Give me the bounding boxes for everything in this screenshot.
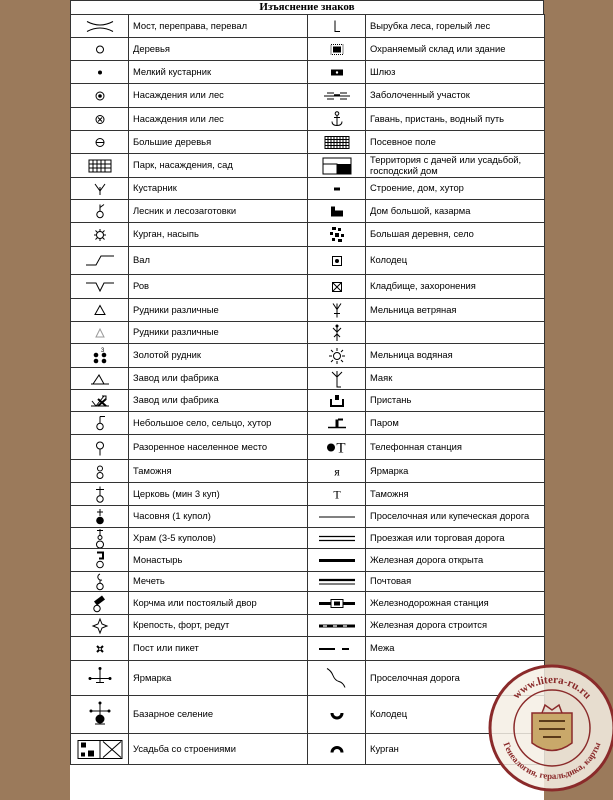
legend-row bbox=[71, 549, 545, 572]
legend-sheet bbox=[70, 0, 544, 800]
customs-letter-icon bbox=[310, 484, 364, 505]
legend-row bbox=[71, 528, 545, 549]
legend-label: Завод или фабрика bbox=[129, 368, 308, 390]
legend-symbol-cell bbox=[71, 637, 129, 661]
inn-icon bbox=[73, 593, 127, 614]
legend-label: Парк, насаждения, сад bbox=[129, 154, 308, 178]
fair-icon bbox=[73, 662, 127, 695]
legend-symbol-cell bbox=[308, 661, 366, 696]
ruined-place-icon bbox=[73, 436, 127, 459]
legend-symbol-cell bbox=[71, 200, 129, 223]
legend-symbol-cell bbox=[71, 549, 129, 572]
legend-symbol-cell bbox=[71, 368, 129, 390]
factory-icon bbox=[73, 369, 127, 389]
legend-label: Часовня (1 купол) bbox=[129, 506, 308, 528]
legend-label: Насаждения или лес bbox=[129, 108, 308, 131]
kurgan-arc-icon bbox=[310, 735, 364, 764]
legend-label: Проезжая или торговая дорога bbox=[366, 528, 545, 549]
kurgan-icon bbox=[73, 224, 127, 246]
legend-label: Межа bbox=[366, 637, 545, 661]
legend-symbol-cell bbox=[308, 637, 366, 661]
legend-label: Колодец bbox=[366, 696, 545, 734]
legend-symbol-cell bbox=[308, 84, 366, 108]
legend-symbol-cell bbox=[308, 61, 366, 84]
fortress-icon bbox=[73, 616, 127, 636]
legend-label: Паром bbox=[366, 412, 545, 435]
legend-symbol-cell bbox=[71, 390, 129, 412]
legend-label: Мельница водяная bbox=[366, 344, 545, 368]
legend-label: Курган, насыпь bbox=[129, 223, 308, 247]
legend-label: Монастырь bbox=[129, 549, 308, 572]
legend-label: Вал bbox=[129, 247, 308, 275]
legend-symbol-cell bbox=[308, 572, 366, 592]
legend-label: Храм (3-5 куполов) bbox=[129, 528, 308, 549]
legend-label: Мельница ветряная bbox=[366, 299, 545, 322]
legend-row bbox=[71, 344, 545, 368]
legend-symbol-cell bbox=[71, 661, 129, 696]
legend-symbol-cell bbox=[308, 460, 366, 483]
legend-label: Разоренное населенное место bbox=[129, 435, 308, 460]
legend-row bbox=[71, 84, 545, 108]
legend-symbol-cell bbox=[71, 247, 129, 275]
watermark-stamp bbox=[487, 663, 613, 793]
railway-open-icon bbox=[310, 550, 364, 571]
legend-table bbox=[70, 14, 545, 765]
legend-symbol-cell bbox=[71, 38, 129, 61]
fair-letter-icon bbox=[310, 461, 364, 482]
legend-symbol-cell bbox=[71, 572, 129, 592]
legend-label: Территория с дачей или усадьбой, господский дом bbox=[366, 154, 545, 178]
legend-symbol-cell bbox=[71, 460, 129, 483]
legend-row bbox=[71, 61, 545, 84]
legend-label: Посевное поле bbox=[366, 131, 545, 154]
legend-symbol-cell bbox=[308, 435, 366, 460]
post-road-icon bbox=[310, 573, 364, 591]
legend-symbol-cell bbox=[308, 275, 366, 299]
legend-row bbox=[71, 435, 545, 460]
church-icon bbox=[73, 484, 127, 505]
legend-label: Крепость, форт, редут bbox=[129, 615, 308, 637]
legend-symbol-cell bbox=[308, 734, 366, 765]
legend-row bbox=[71, 661, 545, 696]
legend-label: Курган bbox=[366, 734, 545, 765]
telephone-station-icon bbox=[310, 436, 364, 459]
legend-symbol-cell bbox=[308, 344, 366, 368]
legend-label: Шлюз bbox=[366, 61, 545, 84]
customs-icon bbox=[73, 461, 127, 482]
legend-symbol-cell bbox=[71, 154, 129, 178]
legend-label: Проселочная дорога bbox=[366, 661, 545, 696]
shrub-icon bbox=[73, 179, 127, 199]
estate-territory-icon bbox=[310, 155, 364, 177]
swamp-icon bbox=[310, 85, 364, 107]
well-alt-icon bbox=[310, 697, 364, 733]
mosque-icon bbox=[73, 573, 127, 591]
legend-row bbox=[71, 223, 545, 247]
legend-label bbox=[366, 322, 545, 344]
well-icon bbox=[310, 248, 364, 274]
legend-symbol-cell bbox=[308, 615, 366, 637]
legend-symbol-cell bbox=[308, 154, 366, 178]
legend-label: Почтовая bbox=[366, 572, 545, 592]
legend-label: Вырубка леса, горелый лес bbox=[366, 15, 545, 38]
stamp-caption-text: Генеалогия, геральдика, карты bbox=[501, 740, 603, 782]
legend-label: Насаждения или лес bbox=[129, 84, 308, 108]
rampart-icon bbox=[73, 248, 127, 274]
mine-icon bbox=[73, 300, 127, 321]
legend-symbol-cell bbox=[308, 178, 366, 200]
legend-symbol-cell bbox=[71, 615, 129, 637]
legend-label: Мелкий кустарник bbox=[129, 61, 308, 84]
estate-icon bbox=[73, 735, 127, 764]
legend-label: Проселочная или купеческая дорога bbox=[366, 506, 545, 528]
legend-symbol-cell bbox=[71, 528, 129, 549]
post-icon bbox=[73, 638, 127, 660]
legend-symbol-cell bbox=[308, 108, 366, 131]
legend-symbol-cell bbox=[71, 223, 129, 247]
glyph-text: T bbox=[335, 440, 346, 456]
sluice-icon bbox=[310, 62, 364, 83]
legend-row bbox=[71, 178, 545, 200]
legend-label: Железная дорога строится bbox=[366, 615, 545, 637]
legend-label: Церковь (мин 3 куп) bbox=[129, 483, 308, 506]
legend-symbol-cell bbox=[71, 483, 129, 506]
legend-label: Пристань bbox=[366, 390, 545, 412]
legend-row bbox=[71, 108, 545, 131]
legend-symbol-cell bbox=[308, 549, 366, 572]
legend-row bbox=[71, 322, 545, 344]
legend-row bbox=[71, 15, 545, 38]
legend-symbol-cell bbox=[71, 84, 129, 108]
legend-label: Деревья bbox=[129, 38, 308, 61]
legend-row bbox=[71, 247, 545, 275]
windmill-icon bbox=[310, 300, 364, 321]
legend-symbol-cell bbox=[308, 131, 366, 154]
legend-row bbox=[71, 38, 545, 61]
pier-icon bbox=[310, 391, 364, 411]
railway-station-icon bbox=[310, 593, 364, 614]
tree-icon bbox=[73, 39, 127, 60]
legend-label: Кладбище, захоронения bbox=[366, 275, 545, 299]
building-icon bbox=[310, 179, 364, 199]
legend-row bbox=[71, 200, 545, 223]
legend-row bbox=[71, 299, 545, 322]
legend-label: Таможня bbox=[366, 483, 545, 506]
legend-row bbox=[71, 390, 545, 412]
park-icon bbox=[73, 155, 127, 177]
glyph-text: я bbox=[333, 464, 340, 478]
guarded-warehouse-icon bbox=[310, 39, 364, 60]
market-village-icon bbox=[73, 697, 127, 733]
legend-symbol-cell bbox=[308, 200, 366, 223]
svg-text:3: 3 bbox=[100, 347, 104, 354]
legend-symbol-cell bbox=[308, 412, 366, 435]
legend-symbol-cell bbox=[71, 696, 129, 734]
legend-label: Ярмарка bbox=[366, 460, 545, 483]
legend-row bbox=[71, 734, 545, 765]
legend-symbol-cell bbox=[308, 223, 366, 247]
windmill-alt-icon bbox=[310, 323, 364, 343]
legend-row bbox=[71, 506, 545, 528]
legend-row bbox=[71, 615, 545, 637]
legend-symbol-cell bbox=[71, 344, 129, 368]
legend-symbol-cell bbox=[71, 322, 129, 344]
legend-symbol-cell bbox=[71, 506, 129, 528]
legend-label: Мечеть bbox=[129, 572, 308, 592]
legend-symbol-cell bbox=[308, 483, 366, 506]
mine-light-icon bbox=[73, 323, 127, 343]
legend-label: Лесник и лесозаготовки bbox=[129, 200, 308, 223]
legend-label: Ярмарка bbox=[129, 661, 308, 696]
legend-symbol-cell bbox=[71, 734, 129, 765]
factory-alt-icon bbox=[73, 391, 127, 411]
legend-label: Усадьба со строениями bbox=[129, 734, 308, 765]
legend-symbol-cell bbox=[71, 15, 129, 38]
legend-label: Золотой рудник bbox=[129, 344, 308, 368]
chapel-icon bbox=[73, 507, 127, 527]
legend-row bbox=[71, 592, 545, 615]
legend-symbol-cell bbox=[71, 435, 129, 460]
legend-label: Базарное селение bbox=[129, 696, 308, 734]
boundary-icon bbox=[310, 638, 364, 660]
legend-label: Большие деревья bbox=[129, 131, 308, 154]
legend-symbol-cell bbox=[71, 61, 129, 84]
legend-label: Большая деревня, село bbox=[366, 223, 545, 247]
temple-icon bbox=[73, 529, 127, 548]
legend-label: Завод или фабрика bbox=[129, 390, 308, 412]
legend-title: Изъяснение знаков bbox=[70, 0, 544, 14]
legend-symbol-cell bbox=[308, 15, 366, 38]
legend-symbol-cell bbox=[308, 38, 366, 61]
railway-construction-icon bbox=[310, 616, 364, 636]
legend-label: Телефонная станция bbox=[366, 435, 545, 460]
legend-row bbox=[71, 483, 545, 506]
legend-row bbox=[71, 412, 545, 435]
legend-label: Железная дорога открыта bbox=[366, 549, 545, 572]
legend-symbol-cell bbox=[71, 178, 129, 200]
legend-label: Корчма или постоялый двор bbox=[129, 592, 308, 615]
deforestation-icon bbox=[310, 16, 364, 37]
legend-label: Пост или пикет bbox=[129, 637, 308, 661]
watermill-icon bbox=[310, 345, 364, 367]
monastery-icon bbox=[73, 550, 127, 571]
bridge-icon bbox=[73, 16, 127, 37]
legend-label: Колодец bbox=[366, 247, 545, 275]
lighthouse-icon bbox=[310, 369, 364, 389]
legend-label: Дом большой, казарма bbox=[366, 200, 545, 223]
legend-symbol-cell bbox=[308, 506, 366, 528]
legend-label: Рудники различные bbox=[129, 322, 308, 344]
legend-label: Небольшое село, сельцо, хутор bbox=[129, 412, 308, 435]
small-village-icon bbox=[73, 413, 127, 434]
legend-label: Охраняемый склад или здание bbox=[366, 38, 545, 61]
legend-symbol-cell bbox=[308, 247, 366, 275]
legend-label: Маяк bbox=[366, 368, 545, 390]
legend-row bbox=[71, 275, 545, 299]
legend-symbol-cell bbox=[71, 299, 129, 322]
plantation-icon bbox=[73, 85, 127, 107]
glyph-text: T bbox=[332, 487, 341, 501]
large-village-icon bbox=[310, 224, 364, 246]
big-tree-icon bbox=[73, 132, 127, 153]
legend-symbol-cell bbox=[308, 322, 366, 344]
small-bush-icon bbox=[73, 62, 127, 83]
legend-symbol-cell bbox=[71, 592, 129, 615]
gold-mine-icon bbox=[73, 345, 127, 367]
legend-label: Ров bbox=[129, 275, 308, 299]
legend-row bbox=[71, 460, 545, 483]
ditch-icon bbox=[73, 276, 127, 298]
trade-road-icon bbox=[310, 529, 364, 548]
legend-row bbox=[71, 368, 545, 390]
legend-label: Кустарник bbox=[129, 178, 308, 200]
forest-icon bbox=[73, 109, 127, 130]
legend-label: Заболоченный участок bbox=[366, 84, 545, 108]
legend-row bbox=[71, 637, 545, 661]
legend-symbol-cell bbox=[308, 368, 366, 390]
cemetery-icon bbox=[310, 276, 364, 298]
legend-label: Гавань, пристань, водный путь bbox=[366, 108, 545, 131]
forester-icon bbox=[73, 201, 127, 222]
sown-field-icon bbox=[310, 132, 364, 153]
ferry-icon bbox=[310, 413, 364, 434]
legend-label: Железнодорожная станция bbox=[366, 592, 545, 615]
legend-row bbox=[71, 696, 545, 734]
legend-symbol-cell bbox=[71, 275, 129, 299]
stamp-url-text: www.litera-ru.ru bbox=[510, 673, 594, 702]
legend-symbol-cell bbox=[308, 528, 366, 549]
large-house-icon bbox=[310, 201, 364, 222]
legend-symbol-cell bbox=[308, 696, 366, 734]
legend-label: Таможня bbox=[129, 460, 308, 483]
legend-symbol-cell bbox=[308, 390, 366, 412]
country-road-icon bbox=[310, 507, 364, 527]
legend-symbol-cell bbox=[71, 131, 129, 154]
dirt-road-icon bbox=[310, 662, 364, 695]
legend-label: Строение, дом, хутор bbox=[366, 178, 545, 200]
legend-row bbox=[71, 572, 545, 592]
anchor-icon bbox=[310, 109, 364, 130]
legend-symbol-cell bbox=[308, 299, 366, 322]
legend-symbol-cell bbox=[308, 592, 366, 615]
legend-label: Мост, переправа, перевал bbox=[129, 15, 308, 38]
legend-symbol-cell bbox=[71, 108, 129, 131]
legend-label: Рудники различные bbox=[129, 299, 308, 322]
legend-row bbox=[71, 154, 545, 178]
legend-row bbox=[71, 131, 545, 154]
legend-symbol-cell bbox=[71, 412, 129, 435]
